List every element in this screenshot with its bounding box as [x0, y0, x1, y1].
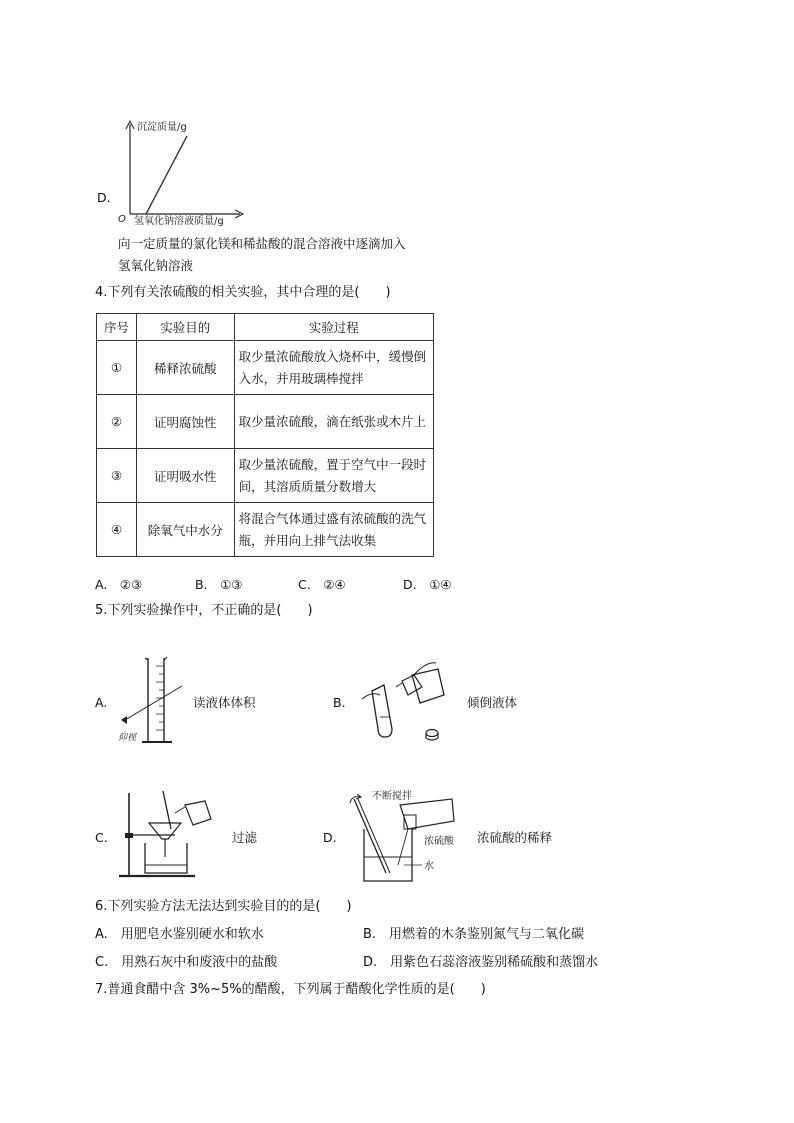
filtration-figure [115, 783, 225, 883]
row-number: ① [97, 341, 137, 395]
q6-option-b: B. 用燃着的木条鉴别氮气与二氧化碳 [363, 927, 585, 942]
q3-option-d-letter: D. [97, 190, 111, 205]
q5-option-d-caption: 浓硫酸的稀释 [477, 830, 553, 845]
q5-option-c-caption: 过滤 [232, 830, 258, 845]
header-purpose: 实验目的 [136, 314, 234, 341]
x-axis-label: 氢氧化钠溶液质量/g [134, 216, 224, 227]
table-row [97, 449, 434, 503]
row-process: 取少量浓硫酸，置于空气中一段时间，其溶质质量分数增大 [234, 449, 433, 503]
row-process: 取少量浓硫酸放入烧杯中，缓慢倒入水，并用玻璃棒搅拌 [234, 341, 433, 395]
acid-dilution-figure [342, 785, 472, 885]
upward-view-label: 仰视 [118, 733, 137, 743]
y-axis-label: 沉淀质量/g [137, 122, 187, 133]
bottle-stopper [426, 730, 438, 737]
water-label: 水 [424, 861, 434, 872]
q5-stem: 5.下列实验操作中，不正确的是( ) [95, 603, 313, 618]
q6-option-c: C. 用熟石灰中和废液中的盐酸 [95, 955, 278, 970]
header-number: 序号 [97, 314, 137, 341]
eye-icon [121, 716, 127, 724]
q6-option-a: A. 用肥皂水鉴别硬水和软水 [95, 927, 264, 942]
q7-stem: 7.普通食醋中含 3%~5%的醋酸，下列属于醋酸化学性质的是( ) [95, 982, 486, 997]
row-purpose: 证明吸水性 [136, 449, 234, 503]
q4-table [96, 313, 434, 557]
q5-option-b-letter: B. [333, 695, 346, 710]
table-row [97, 395, 434, 449]
q3-option-d-desc-line2: 氢氧化钠溶液 [118, 258, 194, 273]
q4-option-a: A. ②③ [95, 577, 143, 592]
sight-line [125, 686, 182, 720]
row-process: 取少量浓硫酸，滴在纸张或木片上 [234, 395, 433, 449]
q5-option-a-letter: A. [95, 695, 108, 710]
q6-option-d: D. 用紫色石蕊溶液鉴别稀硫酸和蒸馏水 [363, 955, 599, 970]
header-process: 实验过程 [234, 314, 433, 341]
row-process: 将混合气体通过盛有浓硫酸的洗气瓶，并用向上排气法收集 [234, 503, 433, 557]
q6-stem: 6.下列实验方法无法达到实验目的的是( ) [95, 899, 352, 914]
row-number: ③ [97, 449, 137, 503]
row-number: ④ [97, 503, 137, 557]
q5-option-b-caption: 倾倒液体 [467, 695, 518, 710]
q4-option-d: D. ①④ [403, 577, 452, 592]
stir-label: 不断搅拌 [372, 791, 412, 802]
row-purpose: 稀释浓硫酸 [136, 341, 234, 395]
graduated-cylinder-figure [112, 652, 192, 748]
q5-option-c-letter: C. [95, 830, 108, 845]
row-purpose: 证明腐蚀性 [136, 395, 234, 449]
graph-line [146, 136, 187, 214]
q3-option-d-graph [115, 116, 265, 228]
acid-label: 浓硫酸 [424, 836, 454, 847]
origin-label: O [118, 214, 126, 225]
table-header-row [97, 314, 434, 341]
q4-option-b: B. ①③ [195, 577, 243, 592]
q4-option-c: C. ②④ [298, 577, 346, 592]
table-row [97, 341, 434, 395]
table-row [97, 503, 434, 557]
row-number: ② [97, 395, 137, 449]
pouring-liquid-figure [352, 655, 452, 745]
row-purpose: 除氧气中水分 [136, 503, 234, 557]
q4-stem: 4.下列有关浓硫酸的相关实验，其中合理的是( ) [95, 285, 391, 300]
q3-option-d-desc-line1: 向一定质量的氯化镁和稀盐酸的混合溶液中逐滴加入 [118, 236, 406, 251]
q5-option-a-caption: 读液体体积 [193, 695, 256, 710]
q5-option-d-letter: D. [323, 830, 337, 845]
